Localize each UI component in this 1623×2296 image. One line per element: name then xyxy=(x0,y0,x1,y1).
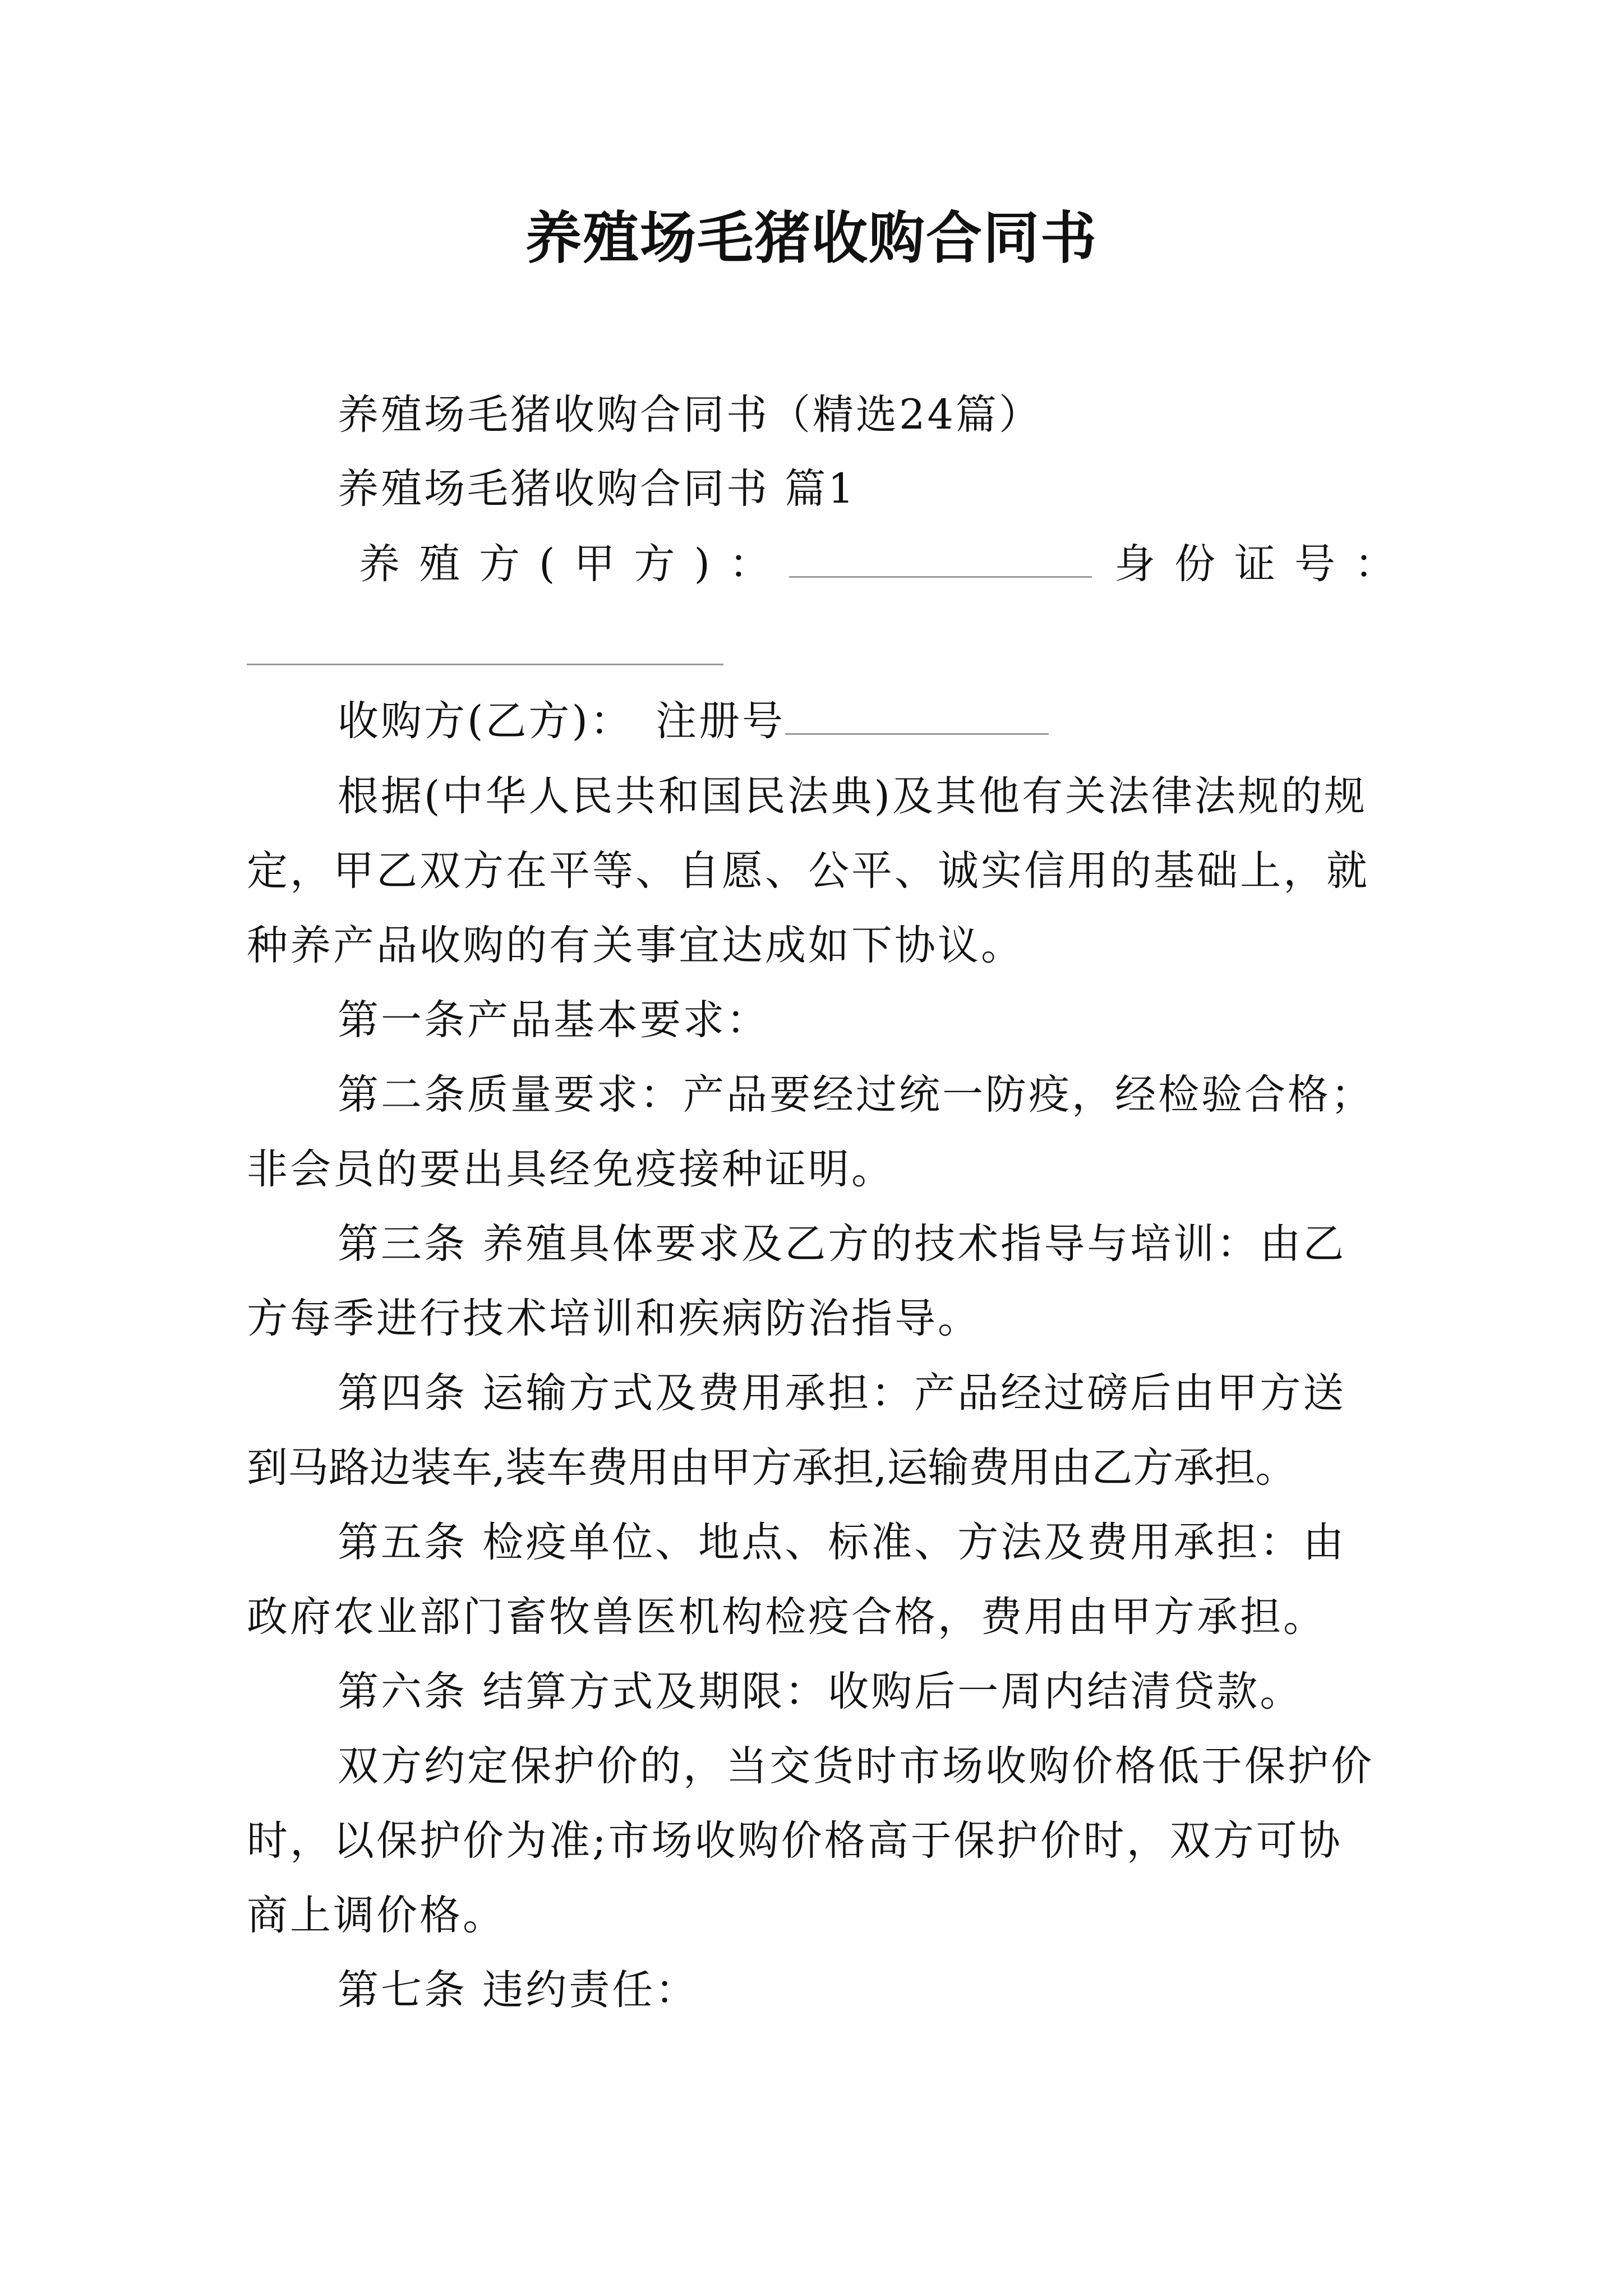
price-line-3: 商上调价格。 xyxy=(247,1892,506,1939)
article-3-line-1: 第三条 养殖具体要求及乙方的技术指导与培训：由乙 xyxy=(338,1220,1347,1268)
article-3-line-2: 方每季进行技术培训和疾病防治指导。 xyxy=(247,1295,981,1342)
section-heading: 养殖场毛猪收购合同书 篇1 xyxy=(338,465,856,513)
article-5-line-1: 第五条 检疫单位、地点、标准、方法及费用承担：由 xyxy=(338,1519,1347,1566)
party-b-row xyxy=(338,693,1377,749)
id-number-field[interactable] xyxy=(247,664,723,665)
article-4-line-1: 第四条 运输方式及费用承担：产品经过磅后由甲方送 xyxy=(338,1369,1347,1417)
article-2-line-2: 非会员的要出具经免疫接种证明。 xyxy=(247,1145,895,1193)
article-2-line-1: 第二条质量要求：产品要经过统一防疫，经检验合格； xyxy=(338,1071,1374,1119)
price-line-2: 时，以保护价为准;市场收购价格高于保护价时，双方可协 xyxy=(247,1817,1343,1865)
party-a-label: 养殖方(甲方)： xyxy=(359,540,789,588)
document-title: 养殖场毛猪收购合同书 xyxy=(525,205,1098,271)
article-1: 第一条产品基本要求： xyxy=(338,996,769,1044)
party-a-row xyxy=(359,536,1414,592)
party-a-name-field[interactable] xyxy=(789,536,1092,578)
intro-line-3: 种养产品收购的有关事宜达成如下协议。 xyxy=(247,922,1024,969)
intro-line-1: 根据(中华人民共和国民法典)及其他有关法律法规的规 xyxy=(338,772,1367,820)
article-7: 第七条 违约责任： xyxy=(338,1966,699,2014)
article-5-line-2: 政府农业部门畜牧兽医机构检疫合格，费用由甲方承担。 xyxy=(247,1593,1326,1641)
registration-field[interactable] xyxy=(785,693,1049,735)
article-6: 第六条 结算方式及期限：收购后一周内结清贷款。 xyxy=(338,1668,1303,1715)
intro-line-2: 定，甲乙双方在平等、自愿、公平、诚实信用的基础上，就 xyxy=(247,847,1370,895)
party-b-label: 收购方(乙方)： xyxy=(338,697,633,745)
registration-label: 注册号 xyxy=(655,697,785,745)
document-subtitle: 养殖场毛猪收购合同书（精选24篇） xyxy=(338,391,1042,439)
id-number-label: 身份证号： xyxy=(1114,540,1414,588)
price-line-1: 双方约定保护价的，当交货时市场收购价格低于保护价 xyxy=(338,1742,1374,1790)
article-4-line-2: 到马路边装车,装车费用由甲方承担,运输费用由乙方承担。 xyxy=(247,1444,1297,1492)
